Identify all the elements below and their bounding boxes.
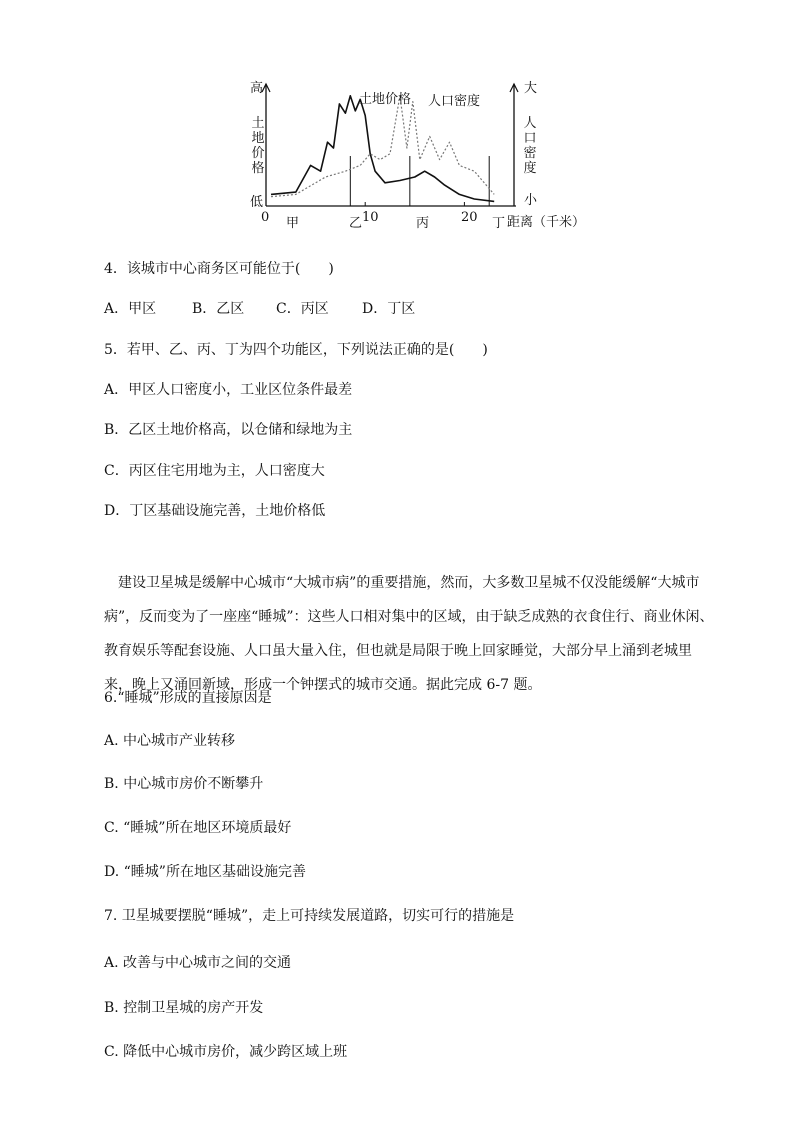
land-price-population-chart [244, 76, 584, 236]
q6-stem: 6.“睡城”形成的直接原因是 [104, 690, 272, 706]
series-line-land-price [271, 96, 494, 202]
q5-option-b[interactable]: B．乙区土地价格高，以仓储和绿地为主 [104, 422, 353, 438]
q7-stem: 7. 卫星城要摆脱“睡城”，走上可持续发展道路，切实可行的措施是 [104, 908, 515, 924]
q5-option-c[interactable]: C．丙区住宅用地为主，人口密度大 [104, 463, 325, 479]
zone-jia: 甲 [286, 216, 300, 231]
q6-option-b[interactable]: B. 中心城市房价不断攀升 [104, 776, 264, 792]
series-label-population: 人口密度 [428, 94, 481, 109]
series-line-population [271, 96, 494, 197]
zone-yi: 乙 [349, 216, 363, 231]
y-left-axis-label: 土 地 价 格 [251, 116, 265, 176]
y-right-axis-label: 人 口 密 度 [523, 116, 537, 176]
q6-option-c[interactable]: C. “睡城”所在地区环境质最好 [104, 820, 292, 836]
q5-option-a[interactable]: A．甲区人口密度小，工业区位条件最差 [104, 382, 353, 398]
q4-options [104, 298, 415, 318]
q4-option-a[interactable]: A．甲区 [104, 301, 157, 317]
q7-option-b[interactable]: B. 控制卫星城的房产开发 [104, 1000, 264, 1016]
passage: 建设卫星城是缓解中心城市“大城市病”的重要措施，然而，大多数卫星城不仅没能缓解“大城市病”，反而变为了一座座“睡城”：这些人口相对集中的区域，由于缺乏成熟的衣食住行、商业休闲、教育娱乐等配套设施、人口虽大量入住，但也就是局限于晚上回家睡觉，大部分早上涌到老城里来，晚上又涌回新域，形成一个钟摆式的城市交通。据此完成 6-7 题。 [104, 575, 714, 693]
tick-10: 10 [362, 210, 379, 225]
x-axis-label: 距离（千米） [507, 215, 586, 230]
q5-stem: 5．若甲、乙、丙、丁为四个功能区，下列说法正确的是( ) [104, 342, 488, 358]
q7-option-a[interactable]: A. 改善与中心城市之间的交通 [104, 955, 292, 971]
y-right-top-label: 大 [524, 81, 538, 96]
q4-stem: 4．该城市中心商务区可能位于( ) [104, 261, 334, 277]
q5-option-d[interactable]: D．丁区基础设施完善，土地价格低 [104, 503, 326, 519]
y-right-bottom-label: 小 [524, 193, 538, 208]
q6-option-d[interactable]: D. “睡城”所在地区基础设施完善 [104, 864, 306, 880]
zone-bing: 丙 [416, 216, 430, 231]
y-left-bottom-label: 低 [250, 195, 264, 210]
tick-20: 20 [461, 210, 478, 225]
q4-option-c[interactable]: C．丙区 [276, 301, 329, 317]
q7-option-c[interactable]: C. 降低中心城市房价，减少跨区域上班 [104, 1044, 348, 1060]
tick-0: 0 [261, 210, 270, 225]
zone-ding: 丁 [492, 216, 506, 231]
series-label-land-price: 土地价格 [359, 92, 412, 107]
q6-option-a[interactable]: A. 中心城市产业转移 [104, 733, 236, 749]
y-left-top-label: 高 [250, 81, 264, 96]
q4-option-d[interactable]: D．丁区 [362, 301, 416, 317]
q4-option-b[interactable]: B．乙区 [192, 301, 245, 317]
